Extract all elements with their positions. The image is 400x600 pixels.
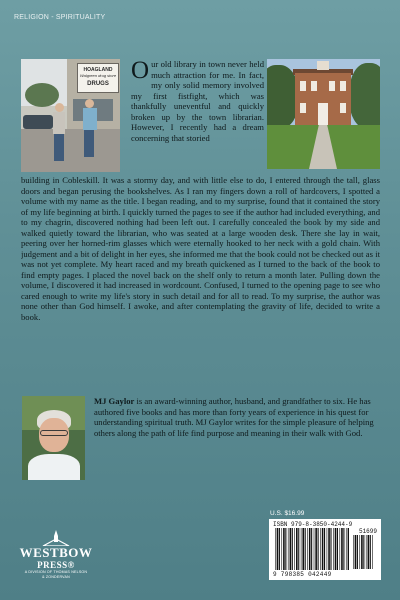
barcode-bar [355, 535, 357, 569]
barcode-bar [359, 535, 360, 569]
isbn-label: ISBN 979-8-3850-4244-9 [273, 521, 353, 528]
barcode-bar [328, 528, 330, 570]
barcode-bar [343, 528, 344, 570]
church-steeple-icon [39, 530, 73, 546]
barcode-bar [281, 528, 282, 570]
barcode-bar [370, 535, 371, 569]
barcode-bar [315, 528, 317, 570]
sign-line3: DRUGS [87, 81, 109, 87]
author-bio-text: is an award-winning author, husband, and grandfather to six. He has authored five books and has more than forty years of experience in his quest for understanding spiritual truth. MJ Gaylor writes for the simple pleasure of helping others along the path of life find purpose and meaning in their walk with God. [94, 396, 374, 438]
barcode-bar [318, 528, 319, 570]
barcode-bar [302, 528, 304, 570]
price-code: 51699 [358, 528, 377, 535]
barcode-bar [335, 528, 337, 570]
barcode-bar [292, 528, 293, 570]
barcode-bar [327, 528, 328, 570]
library-photo [267, 59, 380, 169]
barcode-bar [307, 528, 308, 570]
barcode-bar [277, 528, 279, 570]
barcode-bars [275, 528, 349, 570]
barcode-bar [309, 528, 311, 570]
barcode-bar [341, 528, 343, 570]
price-barcode-bars [353, 535, 375, 569]
author-bio [94, 396, 380, 438]
barcode-bar [324, 528, 325, 570]
barcode-bar [322, 528, 324, 570]
barcode-bar [314, 528, 315, 570]
publisher-name-2: PRESS [37, 560, 68, 570]
sign-line2: Walgreen drug store [79, 73, 117, 78]
publisher-logo: WESTBOW PRESS® A DIVISION OF THOMAS NELSON & ZONDERVAN [16, 530, 96, 579]
barcode-bar [294, 528, 295, 570]
drugstore-sign [77, 63, 119, 93]
child-figure [83, 99, 97, 161]
drop-cap: O [131, 59, 150, 84]
publisher-sub1: A DIVISION OF THOMAS NELSON [24, 570, 88, 574]
barcode-bar [301, 528, 302, 570]
barcode-bar [363, 535, 364, 569]
barcode-bar [361, 535, 363, 569]
barcode-bar [275, 528, 276, 570]
genre-label: RELIGION - SPIRITUALITY [14, 14, 106, 21]
parked-car [23, 115, 53, 129]
barcode-bar [311, 528, 312, 570]
author-name: MJ Gaylor [94, 396, 135, 406]
barcode-digits: 9 798385 042449 [273, 571, 332, 578]
publisher-sub2: & ZONDERVAN [42, 574, 70, 579]
barcode-bar [296, 528, 298, 570]
barcode-bar [298, 528, 299, 570]
barcode-bar [353, 535, 354, 569]
barcode-bar [366, 535, 367, 569]
barcode-bar [340, 528, 341, 570]
story-intro [131, 59, 264, 174]
barcode-bar [348, 528, 349, 570]
child-figure [53, 103, 65, 161]
story-intro-text: ur old library in town never held much attraction for me. In fact, my only solid memory involved my first fistfight, which was thankfully uneventful and quickly broken up by the town librarian. However, I recently had a dream concerning that storied [131, 59, 264, 143]
barcode-bar [279, 528, 280, 570]
barcode-bar [346, 528, 347, 570]
barcode-bar [368, 535, 370, 569]
barcode-bar [288, 528, 289, 570]
barcode-bar [357, 535, 358, 569]
barcode-bar [333, 528, 334, 570]
street-photo [21, 59, 120, 172]
sign-line1: HOAGLAND [83, 67, 113, 73]
story-body: building in Cobleskill. It was a stormy day, and with little else to do, I entered through the tall, glass doors and began perusing the bookshelves. As I ran my fingers down a roll of hardcovers, I spotted a volume with my name as the title. I began reading, and to my surprise, found that it contained the story of my life beginning at birth. I quickly turned the pages to see if the author had included everything, and to my chagrin, discovered nothing had been left out. I carefully concealed the book by my side and walked quietly toward the librarian, who was seated at a large wooden desk. There she lay in wait, peering over her horned-rim glasses which were eternally hooked to her neck with a gold chain. With judgement and a bit of delight in her eyes, she informed me that the book could not be checked out as it was not yet complete. My heart raced and my breath quickened as I turned to the back of the book to find empty pages. I placed the novel back on the shelf only to return a month later. Pulling down the volume, I discovered it had increased in wordcount. Confused, I turned to the opening page to see who cared enough to write my life's story in such detail and for all to read. To my surprise, the author was none other than God himself. I awoke, and after contemplating the gravity of life, decided to write a book. [21, 175, 380, 322]
publisher-name: WESTBOW [19, 545, 93, 560]
barcode-bar [305, 528, 306, 570]
price-label: U.S. $16.99 [270, 510, 305, 517]
barcode-bar [330, 528, 331, 570]
barcode-bar [372, 535, 373, 569]
barcode-bar [320, 528, 321, 570]
barcode-bar [283, 528, 285, 570]
barcode [269, 519, 381, 580]
barcode-bar [290, 528, 292, 570]
barcode-bar [285, 528, 286, 570]
author-photo [22, 396, 85, 480]
barcode-bar [337, 528, 338, 570]
